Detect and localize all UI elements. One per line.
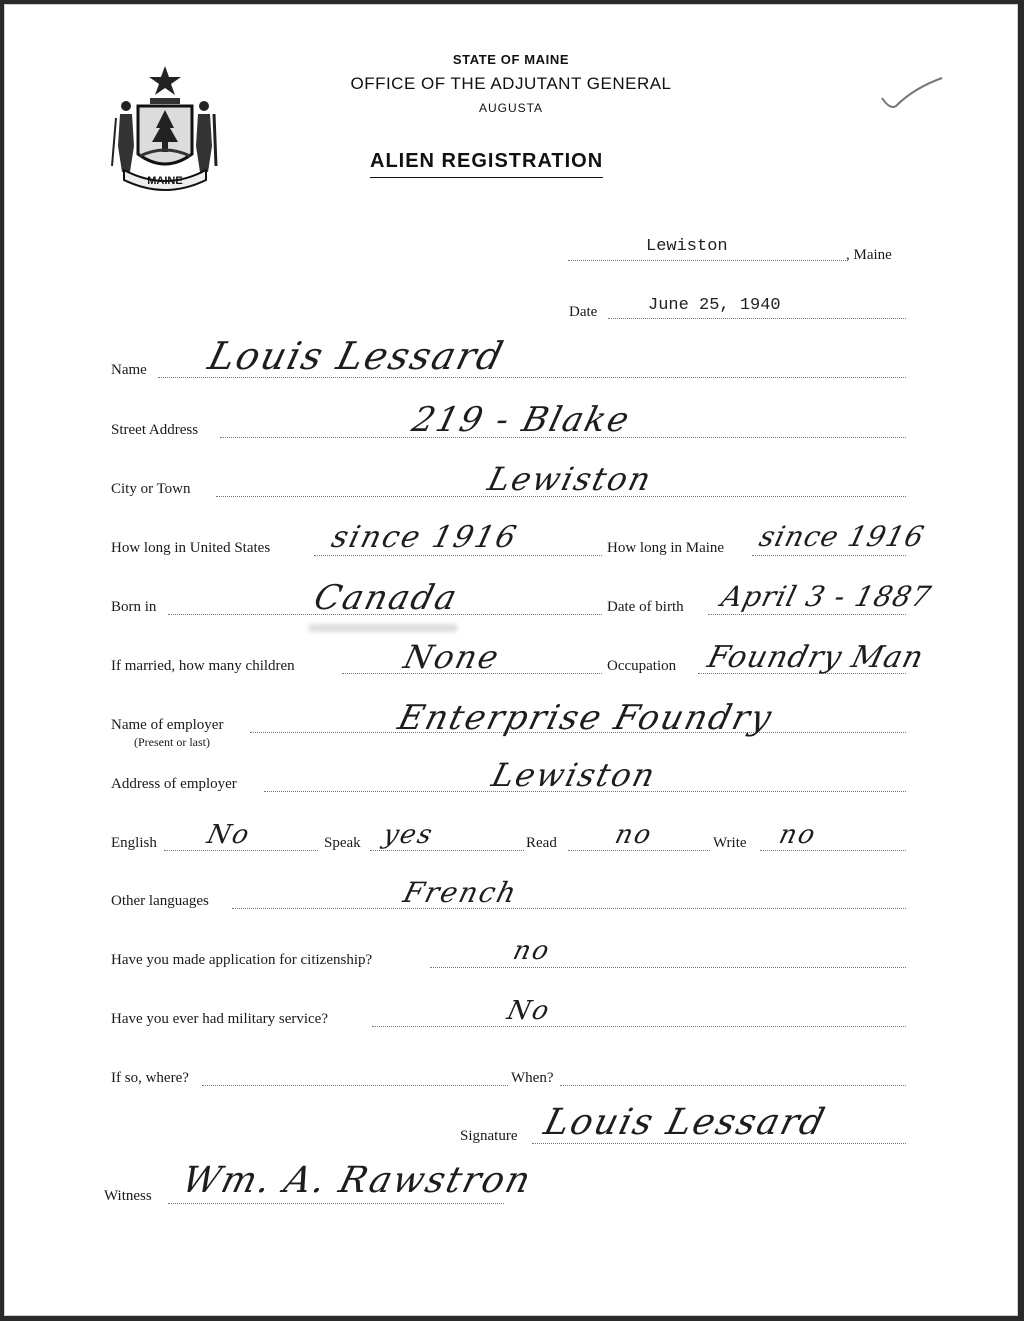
citizenship-label: Have you made application for citizenship?: [111, 952, 373, 968]
svg-text:MAINE: MAINE: [147, 175, 183, 187]
military-label: Have you ever had military service?: [111, 1011, 328, 1027]
citizenship-value: no: [510, 936, 554, 966]
read-value: no: [612, 820, 656, 850]
speak-value: yes: [380, 820, 437, 850]
when-label: When?: [511, 1070, 554, 1086]
registration-form: [4, 4, 1018, 1316]
write-value: no: [776, 820, 820, 850]
how-long-maine-value: since 1916: [756, 520, 929, 553]
employer-name-label: Name of employer: [111, 717, 224, 733]
employer-address-value: Lewiston: [488, 756, 661, 794]
state-heading: STATE OF MAINE: [452, 52, 570, 67]
ink-smudge: [308, 624, 458, 632]
office-heading: OFFICE OF THE ADJUTANT GENERAL: [350, 74, 672, 93]
military-value: No: [504, 996, 554, 1026]
how-long-maine-label: How long in Maine: [607, 540, 725, 556]
speak-label: Speak: [324, 835, 361, 851]
children-label: If married, how many children: [111, 658, 295, 674]
place-value: Lewiston: [646, 237, 728, 256]
occupation-label: Occupation: [607, 658, 677, 674]
children-value: None: [400, 638, 505, 676]
date-value: June 25, 1940: [648, 296, 781, 315]
witness-label: Witness: [104, 1188, 152, 1204]
write-label: Write: [713, 835, 747, 851]
employer-name-value: Enterprise Foundry: [394, 698, 778, 738]
employer-name-sublabel: (Present or last): [134, 735, 210, 749]
city-heading: AUGUSTA: [478, 101, 544, 115]
where-label: If so, where?: [111, 1070, 189, 1086]
signature-value: Louis Lessard: [540, 1102, 831, 1143]
date-of-birth-value: April 3 - 1887: [718, 580, 935, 613]
street-address-value: 219 - Blake: [408, 400, 635, 440]
street-address-label: Street Address: [111, 422, 199, 438]
how-long-us-label: How long in United States: [111, 540, 271, 556]
born-in-value: Canada: [310, 578, 463, 618]
city-label: City or Town: [111, 481, 191, 497]
english-value: No: [204, 820, 254, 850]
read-label: Read: [526, 835, 557, 851]
signature-label: Signature: [460, 1128, 518, 1144]
born-in-label: Born in: [111, 599, 157, 615]
other-languages-value: French: [400, 876, 522, 909]
date-label: Date: [569, 304, 598, 320]
english-label: English: [111, 835, 157, 851]
city-value: Lewiston: [484, 460, 657, 498]
how-long-us-value: since 1916: [328, 520, 522, 555]
witness-value: Wm. A. Rawstron: [178, 1160, 537, 1201]
other-languages-label: Other languages: [111, 893, 209, 909]
place-suffix: , Maine: [846, 247, 892, 263]
name-label: Name: [111, 362, 147, 378]
employer-address-label: Address of employer: [111, 776, 237, 792]
date-of-birth-label: Date of birth: [607, 599, 684, 615]
name-value: Louis Lessard: [204, 334, 510, 378]
form-title: ALIEN REGISTRATION: [370, 150, 603, 178]
occupation-value: Foundry Man: [704, 640, 928, 675]
